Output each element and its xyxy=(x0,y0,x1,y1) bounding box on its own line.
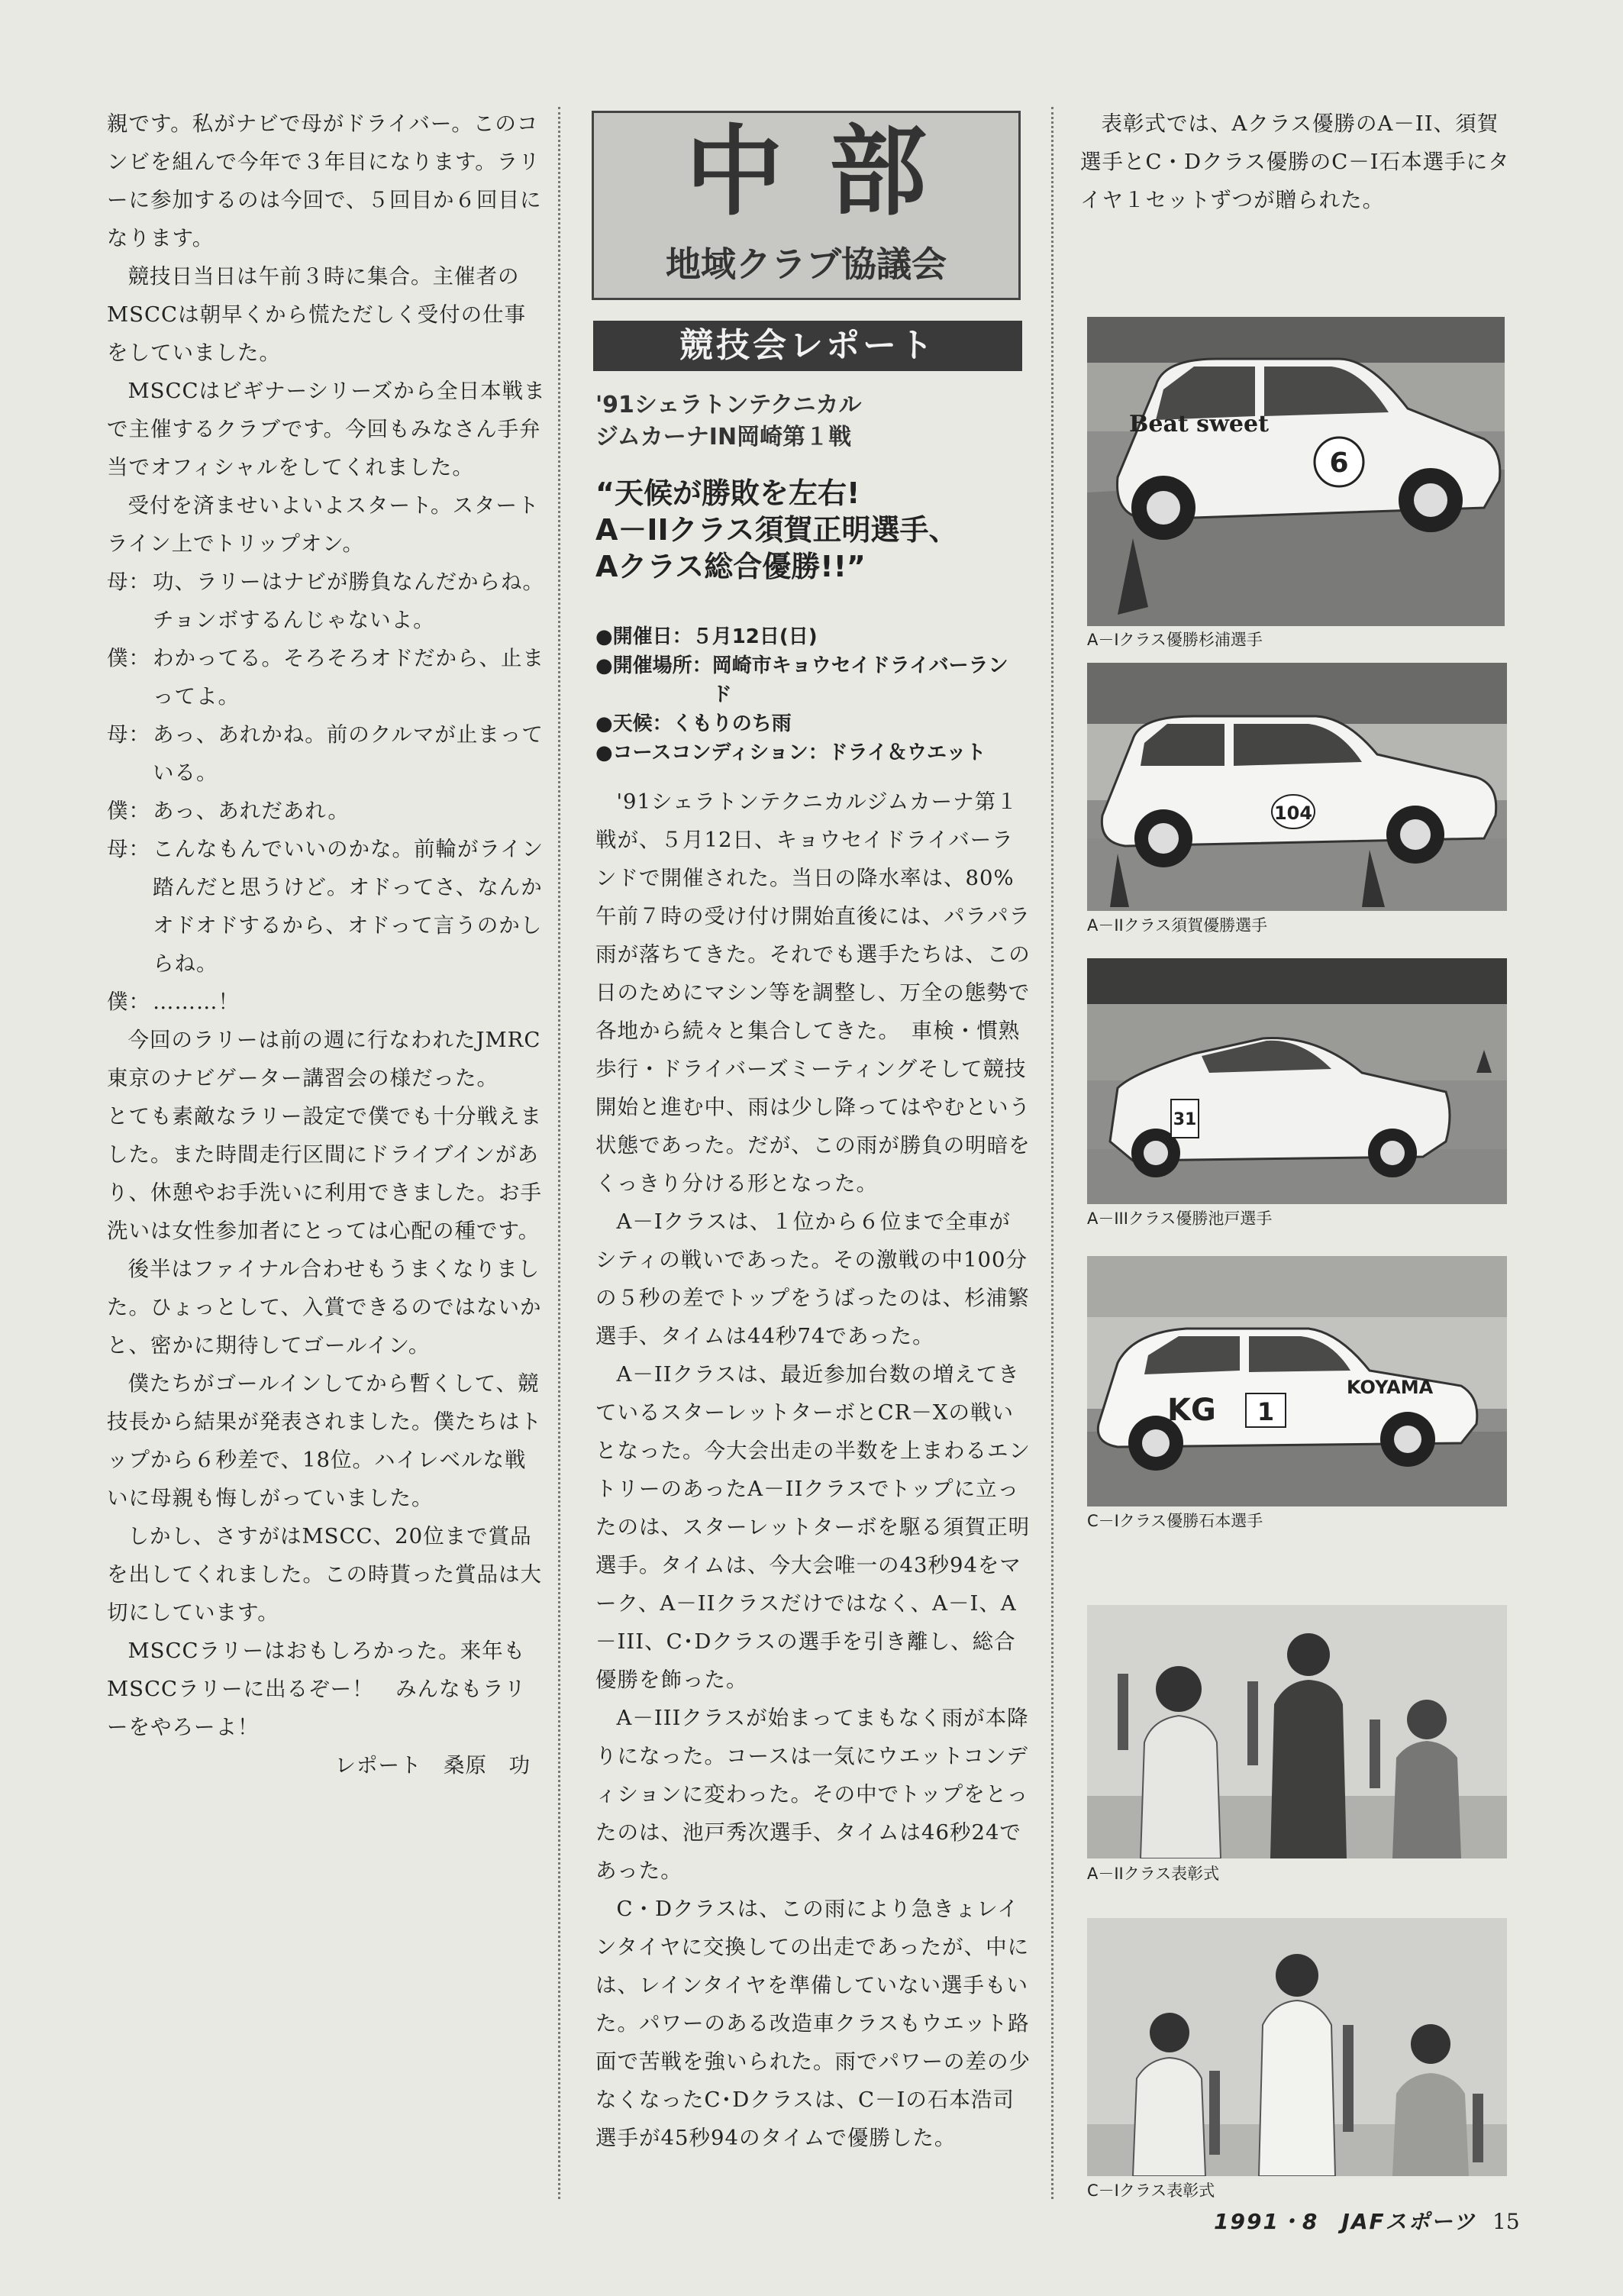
section-title: 中部 xyxy=(685,115,973,229)
paragraph: 親です。私がナビで母がドライバー。このコンビを組んで今年で３年目になります。ラリーに参加するのは今回で、５回目か６回目になります。 xyxy=(107,111,542,250)
paragraph: 表彰式では、Aクラス優勝のA－II、須賀選手とC・Dクラス優勝のC－I石本選手にタイヤ１セットずつが贈られた。 xyxy=(1080,111,1510,212)
dialogue-line xyxy=(107,792,546,830)
photo-caption: A－IIクラス須賀優勝選手 xyxy=(1087,916,1268,935)
info-label: ●開催日： xyxy=(595,625,692,648)
headline-line: “天候が勝敗を左右! xyxy=(595,476,860,510)
column-divider-right xyxy=(1051,107,1053,2199)
headline-line: Aクラス総合優勝!!” xyxy=(595,550,866,583)
photo-caption: C－Iクラス表彰式 xyxy=(1087,2181,1215,2200)
photo-car-a1 xyxy=(1087,317,1505,626)
event-title xyxy=(595,389,1023,454)
dialogue-speaker: 母： xyxy=(107,837,150,861)
paragraph: 競技日当日は午前３時に集合。主催者のMSCCは朝早くから慌ただしく受付の仕事をしていました。 xyxy=(107,264,527,365)
info-label: ●開催場所： xyxy=(595,654,712,677)
photo-car-a3 xyxy=(1087,958,1507,1204)
dialogue-text: あっ、あれかね。前のクルマが止まっている。 xyxy=(153,722,544,785)
dialogue-line xyxy=(107,715,546,792)
paragraph: とても素敵なラリー設定で僕でも十分戦えました。また時間走行区間にドライブインがあり、休憩やお手洗いに利用できました。お手洗いは女性参加者にとっては心配の種です。 xyxy=(107,1104,542,1243)
middle-column xyxy=(595,783,1031,2157)
dialogue-line xyxy=(107,983,546,1021)
paragraph: 今回のラリーは前の週に行なわれたJMRC東京のナビゲーター講習会の様だった。 xyxy=(107,1028,541,1090)
dialogue-speaker: 母： xyxy=(107,722,150,747)
info-row xyxy=(595,622,1023,651)
info-label: ●コースコンディション： xyxy=(595,741,828,764)
car-livery-text: Beat sweet xyxy=(1129,411,1269,438)
event-info xyxy=(595,622,1023,767)
info-value: ５月12日(日) xyxy=(692,625,818,648)
dialogue-text: わかってる。そろそろオドだから、止まってよ。 xyxy=(153,646,544,709)
dialogue-line xyxy=(107,639,546,715)
section-header-box xyxy=(592,111,1021,300)
right-column-intro xyxy=(1080,105,1515,219)
dialogue-line xyxy=(107,563,546,639)
car-number: 31 xyxy=(1173,1110,1197,1129)
dialogue-line xyxy=(107,830,546,983)
paragraph: A－Iクラスは、１位から６位まで全車がシティの戦いであった。その激戦の中100分の５秒の差でトップをうばったのは、杉浦繁選手、タイムは44秒74であった。 xyxy=(595,1209,1030,1348)
info-value: ドライ＆ウエット xyxy=(828,741,986,764)
event-title-line: '91シェラトンテクニカル xyxy=(595,392,862,418)
photo-award-c1 xyxy=(1087,1918,1507,2176)
paragraph: MSCCはビギナーシリーズから全日本戦まで主催するクラブです。今回もみなさん手弁当でオフィシャルをしてくれました。 xyxy=(107,379,546,480)
report-signature: レポート 桑原 功 xyxy=(334,1753,531,1778)
section-subtitle: 地域クラブ協議会 xyxy=(666,244,947,285)
event-title-line: ジムカーナIN岡崎第１戦 xyxy=(595,424,852,450)
photo-caption: A－IIクラス表彰式 xyxy=(1087,1865,1220,1883)
paragraph: A－IIクラスは、最近参加台数の増えてきているスターレットターボとCR－Xの戦いとなった。今大会出走の半数を上まわるエントリーのあったA－IIクラスでトップに立ったのは、スターレットターボを駆る須賀正明選手。タイムは、今大会唯一の43秒94をマーク、A－IIクラスだけではなく、A－I、A－III、C･Dクラスの選手を引き離し、総合優勝を飾った。 xyxy=(595,1362,1031,1692)
paragraph: '91シェラトンテクニカルジムカーナ第１戦が、５月12日、キョウセイドライバーランドで開催された。当日の降水率は、80%午前７時の受け付け開始直後には、パラパラ雨が落ちてきた。それでも選手たちは、この日のためにマシン等を調整し、万全の態勢で各地から続々と集合してきた。 車検・慣熟歩行・ドライバーズミーティングそして競技開始と進む中、雨は少し降ってはやむという状態であった。だが、この雨が勝負の明暗をくっきり分ける形となった。 xyxy=(595,790,1031,1196)
dialogue-text: あっ、あれだあれ。 xyxy=(153,799,350,823)
car-sponsor-text: KOYAMA xyxy=(1347,1377,1434,1398)
car-livery-text: KG xyxy=(1167,1393,1216,1428)
photo-award-a2 xyxy=(1087,1605,1507,1858)
info-label: ●天候： xyxy=(595,712,673,735)
dialogue-speaker: 母： xyxy=(107,570,150,594)
photo-caption: C－Iクラス優勝石本選手 xyxy=(1087,1512,1263,1530)
page-number: 15 xyxy=(1492,2209,1520,2234)
dialogue-text: こんなもんでいいのかな。前輪がライン踏んだと思うけど。オドってさ、なんかオドオドするから、オドって言うのかしらね。 xyxy=(153,837,544,976)
info-value: くもりのち雨 xyxy=(672,712,792,735)
headline xyxy=(595,475,1023,585)
report-banner: 競技会レポート xyxy=(593,321,1022,371)
paragraph: MSCCラリーはおもしろかった。来年もMSCCラリーに出るぞー！ みんなもラリーをやろーよ！ xyxy=(107,1639,527,1739)
car-number: 104 xyxy=(1273,802,1313,824)
left-column xyxy=(107,105,546,1784)
headline-line: A－IIクラス須賀正明選手、 xyxy=(595,513,958,547)
paragraph: 後半はファイナル合わせもうまくなりました。ひょっとして、入賞できるのではないかと、密かに期待してゴールイン。 xyxy=(107,1257,542,1358)
car-number: 1 xyxy=(1257,1397,1275,1426)
paragraph: しかし、さすがはMSCC、20位まで賞品を出してくれました。この時貰った賞品は大切にしています。 xyxy=(107,1524,542,1625)
paragraph: 僕たちがゴールインしてから暫くして、競技長から結果が発表されました。僕たちはトップから６秒差で、18位。ハイレベルな戦いに母親も悔しがっていました。 xyxy=(107,1371,542,1510)
info-row xyxy=(595,651,1023,709)
car-number: 6 xyxy=(1329,447,1349,479)
photo-caption: A－Iクラス優勝杉浦選手 xyxy=(1087,631,1263,649)
column-divider-left xyxy=(558,107,560,2199)
paragraph: C・Dクラスは、この雨により急きょレインタイヤに交換しての出走であったが、中には、レインタイヤを準備していない選手もいた。パワーのある改造車クラスもウエット路面で苦戦を強いられた。雨でパワーの差の少なくなったC･Dクラスは、C－Iの石本浩司選手が45秒94のタイムで優勝した。 xyxy=(595,1897,1031,2150)
paragraph: 受付を済ませいよいよスタート。スタートライン上でトリップオン。 xyxy=(107,493,540,556)
photo-car-a2 xyxy=(1087,663,1507,911)
dialogue-text: ………！ xyxy=(153,990,240,1014)
info-row xyxy=(595,738,1023,767)
dialogue-speaker: 僕： xyxy=(107,646,150,670)
photo-caption: A－IIIクラス優勝池戸選手 xyxy=(1087,1209,1273,1228)
paragraph: A－IIIクラスが始まってまもなく雨が本降りになった。コースは一気にウエットコンディションに変わった。その中でトップをとったのは、池戸秀次選手、タイムは46秒24であった。 xyxy=(595,1706,1029,1883)
dialogue-speaker: 僕： xyxy=(107,990,150,1014)
dialogue-speaker: 僕： xyxy=(107,799,150,823)
info-value: 岡崎市キョウセイドライバーランド xyxy=(711,654,1008,706)
dialogue-text: 功、ラリーはナビが勝負なんだからね。チョンボするんじゃないよ。 xyxy=(153,570,544,632)
info-row xyxy=(595,709,1023,738)
photo-car-c1 xyxy=(1087,1256,1507,1506)
footer-issue: 1991・8 JAFスポーツ xyxy=(1214,2209,1476,2234)
